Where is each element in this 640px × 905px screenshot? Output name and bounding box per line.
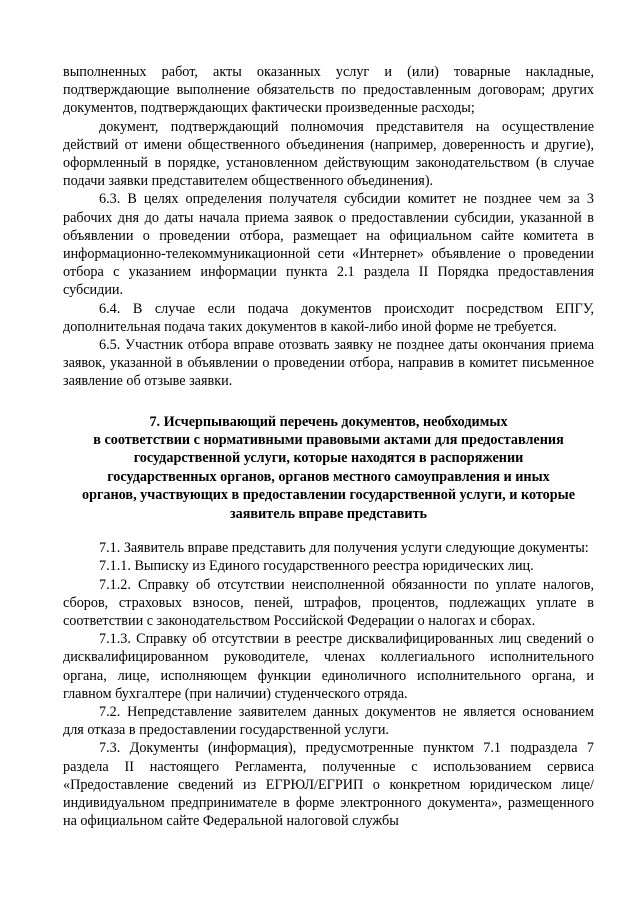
heading-line: 7. Исчерпывающий перечень документов, необходимых [149,413,508,430]
top-paragraphs [63,63,594,391]
heading-line: органов, участвующих в предоставлении государственной услуги, и которые [81,487,576,504]
paragraph-7-2: 7.2. Непредставление заявителем данных документов не является основанием для отказа в предоставлении государственной услуги. [63,703,594,739]
section-7-heading [63,413,594,523]
paragraph-7-3: 7.3. Документы (информация), предусмотренные пунктом 7.1 подраздела 7 раздела II настоящего Регламента, полученные с использованием сервиса «Предоставление сведений из ЕГРЮЛ/ЕГРИП о конкретном юридическом лице/индивидуальном предпринимателе в форме электронного документа», размещенного на официальном сайте Федеральной налоговой службы [63,740,594,830]
paragraph-6-5: 6.5. Участник отбора вправе отозвать заявку не позднее даты окончания приема заявок, указанной в объявлении о проведении отбора, направив в комитет письменное заявление об отзыве заявки. [63,337,594,390]
paragraph-6-3: 6.3. В целях определения получателя субсидии комитет не позднее чем за 3 рабочих дня до даты начала приема заявок о предоставлении субсидии, указанной в объявлении о проведении отбора, размещает на официальном сайте комитета в информационно-телекоммуникационной сети «Интернет» объявление о проведении отбора с указанием информации пункта 2.1 раздела II Порядка предоставления субсидии. [63,191,594,299]
bottom-paragraphs [63,539,594,830]
paragraph-7-1-1: 7.1.1. Выписку из Единого государственного реестра юридических лиц. [99,558,534,575]
paragraph-6-4: 6.4. В случае если подача документов происходит посредством ЕПГУ, дополнительная подача таких документов в какой-либо иной форме не требуется. [63,300,594,335]
paragraph-7-1-3: 7.1.3. Справку об отсутствии в реестре дисквалифицированных лиц сведений о дисквалифицированном руководителе, членах коллегиального исполнительного органа, лице, исполняющем функции единоличного исполнительного органа, и главном бухгалтере (при наличии) студенческого отряда. [63,631,594,702]
heading-line: государственных органов, органов местного самоуправления и иных [107,468,550,485]
paragraph-representative-authority: документ, подтверждающий полномочия представителя на осуществление действий от имени общественного объединения (например, доверенность и другие), оформленный в порядке, установленном действующим законодательством (в случае подачи заявки представителем общественного объединения). [63,118,594,190]
paragraph-supporting-documents: выполненных работ, акты оказанных услуг и (или) товарные накладные, подтверждающие выполнение обязательств по предоставленным договорам; других документов, подтверждающих фактически произведенные расходы; [63,64,594,117]
heading-line: в соответствии с нормативными правовыми актами для предоставления [93,432,564,449]
heading-line: государственной услуги, которые находятся в распоряжении [133,450,524,467]
paragraph-7-1-2: 7.1.2. Справку об отсутствии неисполненной обязанности по уплате налогов, сборов, страховых взносов, пеней, штрафов, процентов, подлежащих уплате в соответствии с законодательством Российской Федерации о налогах и сборах. [63,576,594,629]
heading-line: заявитель вправе представить [229,505,428,522]
paragraph-7-1: 7.1. Заявитель вправе представить для получения услуги следующие документы: [99,540,589,557]
